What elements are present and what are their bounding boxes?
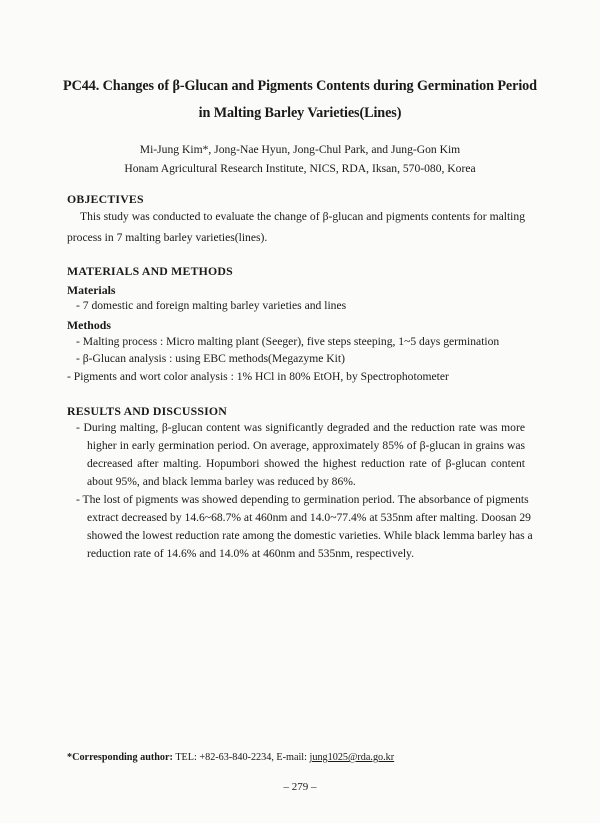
materials-item: - 7 domestic and foreign malting barley varieties and lines — [76, 299, 347, 312]
methods-label: Methods — [67, 318, 111, 332]
materials-label: Materials — [67, 283, 116, 297]
materials-methods-heading: MATERIALS AND METHODS — [67, 264, 233, 278]
results-para2-line-3: showed the lowest reduction rate among the domestic varieties. While black lemma barley has a — [87, 529, 533, 542]
paper-title-line-2: in Malting Barley Varieties(Lines) — [198, 105, 402, 121]
affiliation: Honam Agricultural Research Institute, NICS, RDA, Iksan, 570-080, Korea — [124, 162, 476, 175]
results-para1-line-1: - During malting, β-glucan content was significantly degraded and the reduction rate was more — [76, 421, 525, 434]
results-para1-line-2: higher in early germination period. On average, approximately 85% of β-glucan in grains was — [87, 439, 525, 452]
corresponding-author-contact: TEL: +82-63-840-2234, E-mail: — [172, 752, 310, 763]
results-para1-line-4: about 95%, and black lemma barley was reduced by 86%. — [87, 475, 356, 488]
results-para2-line-4: reduction rate of 14.6% and 14.0% at 460nm and 535nm, respectively. — [87, 547, 415, 560]
corresponding-author-email[interactable]: jung1025@rda.go.kr — [309, 752, 395, 763]
results-heading: RESULTS AND DISCUSSION — [67, 404, 228, 418]
corresponding-author-note — [67, 752, 394, 763]
page-number: – 279 – — [283, 781, 317, 793]
corresponding-author-label: *Corresponding author: — [67, 752, 173, 763]
objectives-heading: OBJECTIVES — [67, 192, 144, 206]
authors: Mi-Jung Kim*, Jong-Nae Hyun, Jong-Chul Park, and Jung-Gon Kim — [139, 143, 461, 156]
objectives-text-line-1: This study was conducted to evaluate the change of β-glucan and pigments contents for malting — [80, 210, 525, 223]
results-para2-line-1: - The lost of pigments was showed depending to germination period. The absorbance of pigments — [76, 493, 529, 506]
paper-title-line-1: PC44. Changes of β-Glucan and Pigments Contents during Germination Period — [63, 78, 537, 94]
results-para1-line-3: decreased after malting. Hopumbori showed the highest reduction rate of β-glucan content — [87, 457, 525, 470]
methods-item-3: - Pigments and wort color analysis : 1% HCl in 80% EtOH, by Spectrophotometer — [67, 370, 449, 383]
results-para2-line-2: extract decreased by 14.6~68.7% at 460nm and 14.0~77.4% at 535nm after malting. Doosan 29 — [87, 511, 531, 524]
methods-item-1: - Malting process : Micro malting plant (Seeger), five steps steeping, 1~5 days germination — [76, 335, 500, 348]
objectives-text-line-2: process in 7 malting barley varieties(lines). — [67, 231, 268, 244]
methods-item-2: - β-Glucan analysis : using EBC methods(Megazyme Kit) — [76, 352, 345, 365]
